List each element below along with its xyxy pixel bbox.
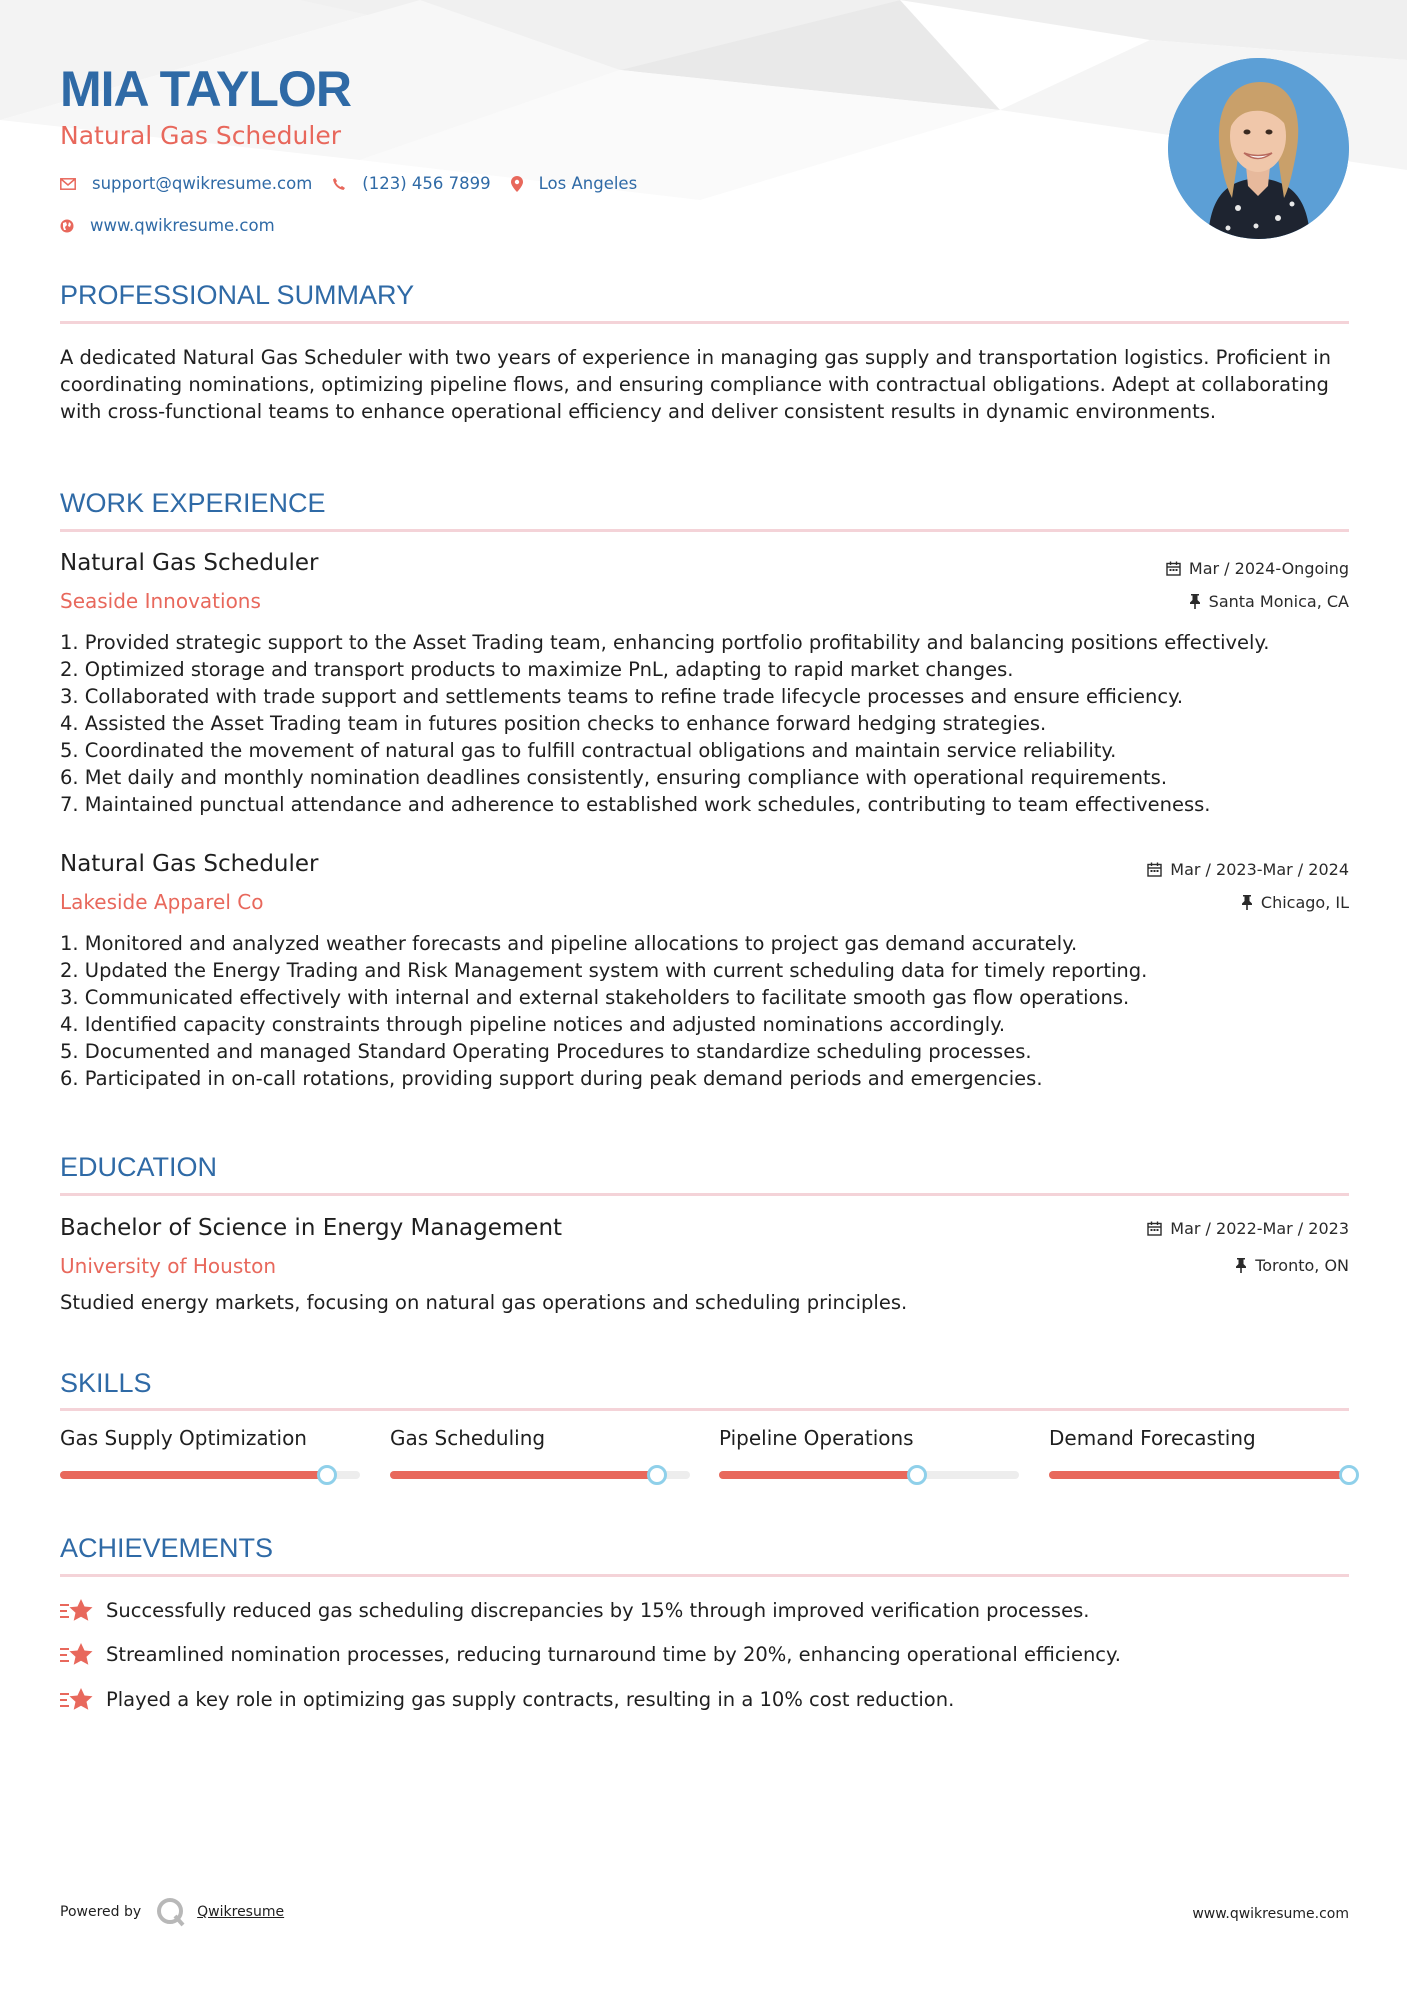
calendar-icon: [1166, 561, 1181, 576]
dates-text: Mar / 2023-Mar / 2024: [1170, 860, 1349, 879]
skill-bar-fill: [719, 1471, 917, 1479]
job-dates: [1147, 860, 1349, 879]
job-title: Natural Gas Scheduler: [60, 550, 319, 576]
list-item: 7. Maintained punctual attendance and adherence to established work schedules, contributing to team effectiveness.: [60, 793, 1211, 816]
footer-powered-by: [60, 1896, 284, 1928]
calendar-icon: [1147, 862, 1162, 877]
location-text: Santa Monica, CA: [1208, 592, 1349, 611]
skill-bar-track: [719, 1471, 1019, 1479]
skill-bar-fill: [60, 1471, 327, 1479]
list-item: 6. Met daily and monthly nomination deadlines consistently, ensuring compliance with operational requirements.: [60, 766, 1168, 789]
skill-item: [60, 1426, 360, 1450]
list-item: 4. Assisted the Asset Trading team in futures position checks to enhance forward hedging strategies.: [60, 712, 1047, 735]
powered-by-text: Powered by: [60, 1904, 142, 1920]
section-divider: [60, 1193, 1349, 1196]
degree-title: Bachelor of Science in Energy Management: [60, 1215, 563, 1241]
list-item: 6. Participated in on-call rotations, providing support during peak demand periods and emergencies.: [60, 1067, 1043, 1090]
location-text: Toronto, ON: [1255, 1256, 1349, 1275]
list-item: 4. Identified capacity constraints through pipeline notices and adjusted nominations accordingly.: [60, 1013, 1006, 1036]
section-title-skills: SKILLS: [60, 1368, 152, 1398]
contact-row-primary: [60, 174, 657, 193]
skill-bar-fill: [1049, 1471, 1349, 1479]
skill-item: [1049, 1426, 1349, 1450]
job-dates: [1166, 559, 1349, 578]
dates-text: Mar / 2022-Mar / 2023: [1170, 1219, 1349, 1238]
email-text: support@qwikresume.com: [92, 174, 313, 193]
achievement-text: Streamlined nomination processes, reducing turnaround time by 20%, enhancing operational efficiency.: [106, 1642, 1121, 1666]
star-icon: [60, 1597, 94, 1623]
section-divider: [60, 321, 1349, 324]
school-name: University of Houston: [60, 1254, 277, 1278]
skill-item: [719, 1426, 1019, 1450]
avatar: [1168, 58, 1349, 239]
job-location: [1241, 893, 1349, 912]
section-title-experience: WORK EXPERIENCE: [60, 488, 326, 518]
contact-email[interactable]: [60, 174, 312, 193]
website-text: www.qwikresume.com: [90, 216, 275, 235]
list-item: 2. Optimized storage and transport products to maximize PnL, adapting to rapid market changes.: [60, 658, 1014, 681]
dates-text: Mar / 2024-Ongoing: [1188, 559, 1349, 578]
skill-bar-knob: [907, 1465, 927, 1485]
skill-bar-track: [390, 1471, 690, 1479]
skill-item: [390, 1426, 690, 1450]
contact-website[interactable]: [60, 216, 275, 235]
globe-icon: [60, 219, 74, 233]
envelope-icon: [60, 178, 76, 190]
list-item: 3. Communicated effectively with internal and external stakeholders to facilitate smooth gas flow operations.: [60, 986, 1130, 1009]
skill-bar-fill: [390, 1471, 657, 1479]
skill-name: Gas Scheduling: [390, 1426, 546, 1450]
section-title-summary: PROFESSIONAL SUMMARY: [60, 280, 415, 310]
education-dates: [1147, 1219, 1349, 1238]
pushpin-icon: [1241, 895, 1253, 910]
profile-photo: [1168, 58, 1349, 239]
candidate-name: MIA TAYLOR: [60, 61, 351, 117]
location-text: Chicago, IL: [1260, 893, 1349, 912]
contact-phone[interactable]: [332, 174, 490, 193]
achievement-text: Played a key role in optimizing gas supply contracts, resulting in a 10% cost reduction.: [106, 1687, 955, 1711]
skill-bar-track: [60, 1471, 360, 1479]
pushpin-icon: [1235, 1258, 1247, 1273]
education-location: [1235, 1256, 1349, 1275]
job-location: [1189, 592, 1349, 611]
job-title: Natural Gas Scheduler: [60, 851, 319, 877]
achievement-item: [60, 1686, 954, 1712]
list-item: 3. Collaborated with trade support and settlements teams to refine trade lifecycle processes and ensure efficiency.: [60, 685, 1184, 708]
skill-bar-knob: [1339, 1465, 1359, 1485]
phone-icon: [332, 177, 346, 191]
section-title-education: EDUCATION: [60, 1152, 218, 1182]
achievement-item: [60, 1641, 1121, 1667]
pushpin-icon: [1189, 594, 1201, 609]
section-divider: [60, 1408, 1349, 1411]
education-description: Studied energy markets, focusing on natural gas operations and scheduling principles.: [60, 1291, 908, 1314]
achievement-item: [60, 1597, 1089, 1623]
job-bullets: [60, 629, 1349, 818]
skill-bar-track: [1049, 1471, 1349, 1479]
list-item: 5. Coordinated the movement of natural gas to fulfill contractual obligations and maintain service reliability.: [60, 739, 1117, 762]
achievement-text: Successfully reduced gas scheduling discrepancies by 15% through improved verification processes.: [106, 1598, 1090, 1622]
skill-bar-knob: [317, 1465, 337, 1485]
footer-website[interactable]: www.qwikresume.com: [1192, 1906, 1349, 1922]
contact-location: [511, 174, 638, 193]
skill-bar-knob: [647, 1465, 667, 1485]
calendar-icon: [1147, 1221, 1162, 1236]
summary-text: A dedicated Natural Gas Scheduler with two years of experience in managing gas supply and transportation logistics. Proficient in coordinating nominations, optimizing pipeline flows, and ensuring compliance with contractual obligations. Adept at collaborating with cross-functional teams to enhance operational efficiency and deliver consistent results in dynamic environments.: [60, 346, 1331, 423]
list-item: 2. Updated the Energy Trading and Risk Management system with current scheduling data for timely reporting.: [60, 959, 1148, 982]
phone-text: (123) 456 7899: [362, 174, 491, 193]
star-icon: [60, 1641, 94, 1667]
list-item: 5. Documented and managed Standard Operating Procedures to standardize scheduling processes.: [60, 1040, 1032, 1063]
company-name: Seaside Innovations: [60, 589, 261, 613]
section-title-achievements: ACHIEVEMENTS: [60, 1533, 274, 1563]
contact-row-secondary: [60, 216, 295, 235]
skills-grid: [60, 1426, 1349, 1486]
company-name: Lakeside Apparel Co: [60, 890, 264, 914]
section-divider: [60, 529, 1349, 532]
skill-name: Gas Supply Optimization: [60, 1426, 307, 1450]
footer-brand-link[interactable]: Qwikresume: [197, 1904, 285, 1920]
skill-name: Pipeline Operations: [719, 1426, 914, 1450]
candidate-role: Natural Gas Scheduler: [60, 121, 341, 150]
list-item: 1. Monitored and analyzed weather forecasts and pipeline allocations to project gas demand accurately.: [60, 932, 1078, 955]
map-pin-icon: [511, 176, 523, 192]
section-divider: [60, 1574, 1349, 1577]
skill-name: Demand Forecasting: [1049, 1426, 1256, 1450]
job-bullets: [60, 930, 1349, 1092]
list-item: 1. Provided strategic support to the Asset Trading team, enhancing portfolio profitability and balancing positions effectively.: [60, 631, 1270, 654]
location-text: Los Angeles: [538, 174, 638, 193]
qwikresume-logo-icon: [155, 1896, 187, 1928]
star-icon: [60, 1686, 94, 1712]
